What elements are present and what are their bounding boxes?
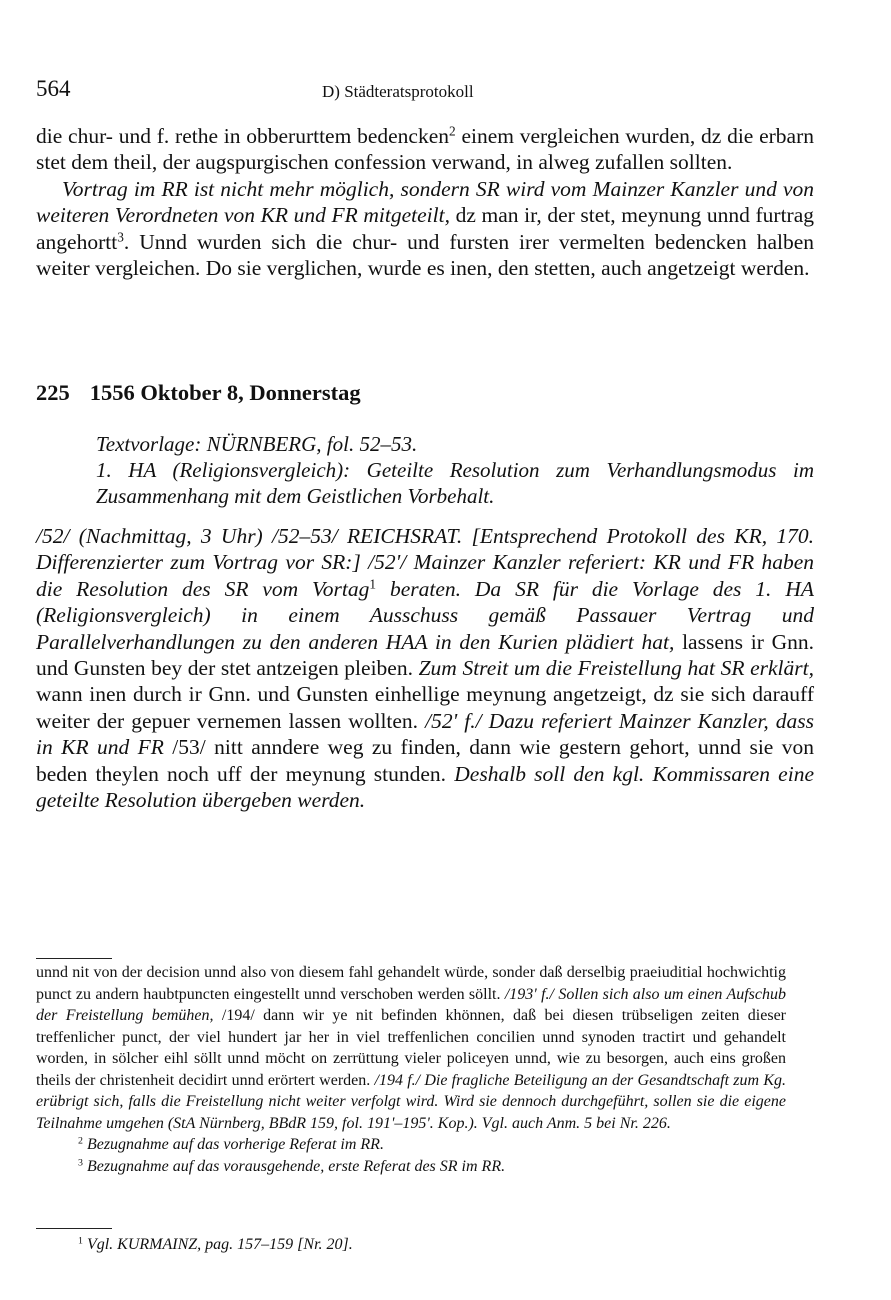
- footnote-2: $^2$ Bezugnahme auf das vorherige Referat im RR.: [78, 1135, 384, 1153]
- footnotes-upper: [36, 962, 786, 1177]
- footnote-divider-2: [36, 1228, 112, 1229]
- entry-number: 225: [36, 380, 70, 405]
- footnote-1: $^1$ Vgl. KURMAINZ, pag. 157–159 [Nr. 20].: [78, 1235, 353, 1253]
- footnote-divider: [36, 958, 112, 959]
- footnote-ref-3: 3: [117, 229, 124, 245]
- running-title: D) Städteratsprotokoll: [322, 82, 474, 101]
- entry-heading: [36, 380, 361, 406]
- paragraph-2: Vortrag im RR ist nicht mehr möglich, sondern SR wird vom Mainzer Kanzler und von weiteren Verordneten von KR und FR mitgeteilt, dz man ir, der stet, meynung unnd furtrag angehortt$^3$. Unnd wurden sich die chur- und fursten irer vermelten bedencken halben weiter vergleichen. Do sie verglichen, wurde es inen, den stetten, auch angetzeigt werden.: [36, 176, 814, 281]
- body-paragraph: /52/ (Nachmittag, 3 Uhr) /52–53/ REICHSRAT. [Entsprechend Protokoll des KR, 170. Differenzierter zum Vortrag vor SR:] /52'/ Mainzer Kanzler referiert: KR und FR haben die Resolution des SR vom Vortag$^1$ beraten. Da SR für die Vorlage des 1. HA (Religionsvergleich) in einem Ausschuss gemäß Passauer Vertrag und Parallelverhandlungen zu den anderen HAA in den Kurien plädiert hat, lassens ir Gnn. und Gunsten bey der stet antzeigen pleiben. Zum Streit um die Freistellung hat SR erklärt, wann inen durch ir Gnn. und Gunsten einhellige meynung angetzeigt, dz sie sich darauff weiter der gepuer vernemen lassen wollten. /52' f./ Dazu referiert Mainzer Kanzler, dass in KR und FR /53/ nitt anndere weg zu finden, dann wie gestern gehort, unnd sie von beden theylen noch uff der meynung stunden. Deshalb soll den kgl. Kommissaren eine geteilte Resolution übergeben werden.: [36, 524, 814, 813]
- summary: 1. HA (Religionsvergleich): Geteilte Resolution zum Verhandlungsmodus im Zusammenhang mit dem Geistlichen Vorbehalt.: [96, 458, 814, 509]
- entry-body: [36, 523, 814, 813]
- footnote-continuation: unnd nit von der decision unnd also von diesem fahl gehandelt würde, sonder daß derselbig praeiuditial hochwichtig punct zu andern haubtpuncten eingestellt unnd verschoben werden söllt. /193' f./ Sollen sich also um einen Aufschub der Freistellung bemühen, /194/ dann wir ye nit befinden khönnen, daß bei diesen trübseligen zeiten dieser treffenlicher punct, der viel hundert jar her in viel treffenlichen concilien unnd synoden tractirt und gehandelt worden, in sölcher eihl söllt unnd möcht on zerrüttung vieler policeyen unnd, wie zu besorgen, auch eins großen theils der christenheit decidirt unnd erörtert werden. /194 f./ Die fragliche Beteiligung an der Gesandtschaft zum Kg. erübrigt sich, falls die Freistellung nicht weiter verfolgt wird. Wird sie dennoch durchgeführt, sollen sie die eigene Teilnahme umgehen (StA Nürnberg, BBdR 159, fol. 191'–195'. Kop.). Vgl. auch Anm. 5 bei Nr. 226.: [36, 964, 787, 1132]
- page-number: 564: [36, 76, 71, 101]
- continued-text: [36, 123, 814, 281]
- paragraph-1: die chur- und f. rethe in obberurttem bedencken$^2$ einem vergleichen wurden, dz die erbarn stet dem theil, der augspurgischen confession verwand, in alweg zufallen sollten.: [36, 123, 814, 175]
- footnote-ref-2: 2: [449, 123, 456, 139]
- footnote-3: $^3$ Bezugnahme auf das vorausgehende, erste Referat des SR im RR.: [78, 1157, 506, 1175]
- footnotes-lower: [36, 1234, 786, 1256]
- entry-date: 1556 Oktober 8, Donnerstag: [89, 380, 361, 405]
- footnote-ref-1: 1: [369, 576, 377, 592]
- textvorlage: Textvorlage: NÜRNBERG, fol. 52–53.: [96, 432, 418, 456]
- source-summary: [96, 431, 814, 510]
